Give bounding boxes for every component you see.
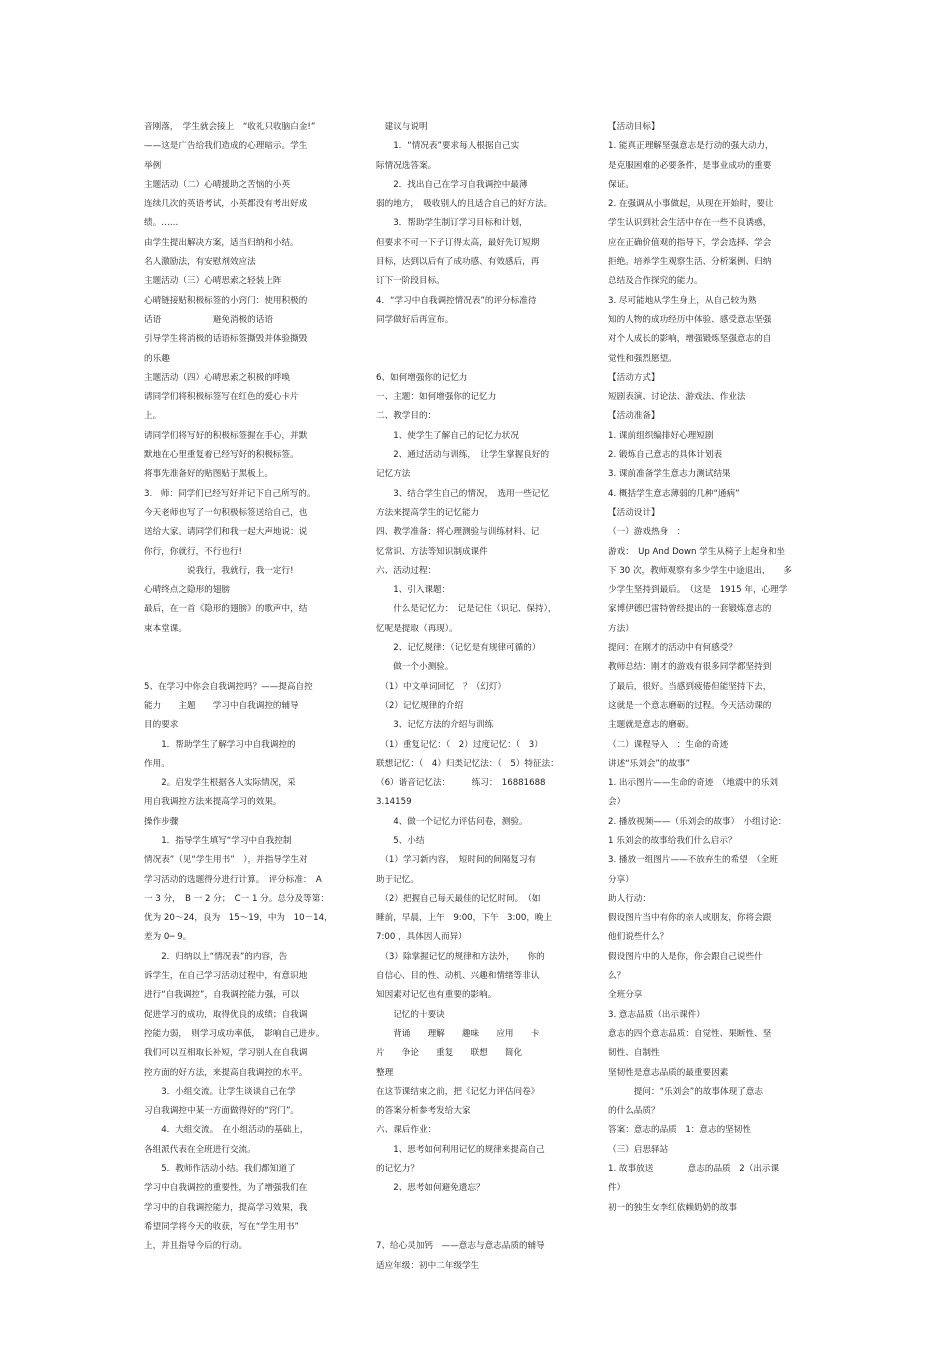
- text-line: 提问：“乐刘会”的故事体现了意志: [608, 1086, 763, 1097]
- text-line: 的记忆力？: [376, 1164, 419, 1175]
- text-line: 各组派代表在全班进行交流。: [144, 1144, 256, 1155]
- text-line: 音刚落， 学生就会接上 “收礼只收脑白金!”: [144, 122, 316, 132]
- text-line: （3）除掌握记忆的规律和方法外， 你的: [376, 951, 545, 962]
- text-line: 总结及合作探究的能力。: [608, 276, 703, 287]
- text-line: 睡前，早晨，上午 9:00，下午 3:00，晚上: [376, 913, 553, 924]
- text-line: 名人激励法，有安慰剂效应法: [144, 257, 256, 268]
- text-line: 短剧表演、讨论法、游戏法、作业法: [608, 392, 746, 403]
- text-line: 1．帮助学生了解学习中自我调控的: [144, 739, 296, 750]
- text-line: 忆常识、方法等知识制成课件: [376, 546, 488, 557]
- text-line: 3．小组交流。让学生谈谈自己在学: [144, 1086, 296, 1097]
- text-line: （二）课程导入 ：生命的奇迹: [608, 739, 729, 750]
- text-line: 引导学生将消极的话语标签撕毁并体验撕毁: [144, 334, 308, 345]
- text-line: 3．帮助学生制订学习目标和计划，: [376, 218, 528, 229]
- text-line: 优为 20～24，良为 15～19，中为 10－14，: [144, 913, 333, 924]
- text-line: 送给大家。请同学们和我一起大声地说：说: [144, 527, 308, 538]
- text-line: 3. 师：同学们已经写好并记下自己所写的。: [144, 488, 316, 499]
- text-line: 绩。……: [144, 218, 179, 229]
- text-line: 意志的四个意志品质：自觉性、果断性、坚: [608, 1028, 772, 1039]
- text-line: 上。: [144, 411, 162, 422]
- text-line: 习自我调控中某一方面做得好的“窍门”。: [144, 1106, 299, 1117]
- text-line: [376, 350, 584, 369]
- text-line: 答案：意志的品质 1：意志的坚韧性: [608, 1125, 751, 1136]
- text-line: 4. 概括学生意志薄弱的几种“通病”: [608, 488, 740, 499]
- text-line: 今天老师也写了一句积极标签送给自己，也: [144, 507, 308, 518]
- text-line: 一 3 分， B 一 2 分； C一 1 分。总分及等第：: [144, 893, 329, 904]
- text-line: 他们说些什么？: [608, 932, 669, 943]
- text-line: 将事先准备好的贴图贴于黑板上。: [144, 469, 273, 480]
- text-line: 了最后，很好。当感到疲倦但能坚持下去，: [608, 681, 772, 692]
- text-line: 3. 课前准备学生意志力测试结果: [608, 469, 731, 480]
- text-line: 【活动目标】: [608, 122, 660, 132]
- text-line: 希望同学将今天的收获，写在“学生用书”: [144, 1221, 299, 1232]
- text-line: 整理: [376, 1067, 394, 1078]
- text-line: 1. 能真正理解坚强意志是行动的强大动力，: [608, 141, 774, 152]
- text-line: 最后，在一首《隐形的翅膀》的歌声中，结: [144, 604, 308, 615]
- text-line: [376, 330, 584, 349]
- text-line: 1、使学生了解自己的记忆力状况: [376, 430, 519, 441]
- text-line: 么？: [608, 971, 626, 982]
- text-line: 【活动方式】: [608, 372, 660, 383]
- text-line: 假设图片当中有你的亲人或朋友，你将会跟: [608, 913, 772, 924]
- text-line: 方法来提高学生的记忆能力: [376, 507, 480, 518]
- text-line: 会）: [608, 797, 626, 808]
- text-line: 主题就是意志的磨砺。: [608, 720, 694, 731]
- text-line: [144, 658, 349, 677]
- text-line: 联想记忆：（ 4）归类记忆法：（ 5）特征法：: [376, 758, 559, 769]
- text-line: 一、主题：如何增强你的记忆力: [376, 392, 497, 403]
- text-line: 【活动设计】: [608, 507, 660, 518]
- text-line: （2）记忆规律的介绍: [376, 700, 464, 711]
- text-line: 知因素对记忆也有重要的影响。: [376, 990, 497, 1001]
- text-line: 适应年级：初中二年级学生: [376, 1260, 480, 1271]
- text-line: 控方面的好方法，来提高自我调控的水平。: [144, 1067, 308, 1078]
- text-line: 情况表”（见“学生用书” ），并指导学生对: [144, 855, 308, 866]
- text-line: 下 30 次，教师观察有多少学生中途退出， 多: [608, 565, 792, 576]
- text-line: 家博伊德巴雷特曾经提出的一套锻炼意志的: [608, 604, 772, 615]
- text-line: 2、思考如何避免遗忘？: [376, 1183, 485, 1194]
- text-line: 提问：在刚才的活动中有何感受？: [608, 643, 737, 654]
- text-line: 际情况选答案。: [376, 160, 437, 171]
- text-line: 片 争论 重复 联想 简化: [376, 1048, 523, 1059]
- text-line: 你行，你就行，不行也行!: [144, 546, 242, 557]
- text-line: 对个人成长的影响，增强锻炼坚强意志的自: [608, 334, 772, 345]
- text-line: 是克服困难的必要条件，是事业成功的重要: [608, 160, 772, 171]
- text-line: 能力 主题 学习中自我调控的辅导: [144, 700, 299, 711]
- text-line: ——这是广告给我们造成的心理暗示。学生: [144, 141, 308, 152]
- text-line: 说我行，我就行，我一定行!: [144, 565, 294, 576]
- text-line: 的乐趣: [144, 353, 170, 364]
- text-line: 背诵 理解 趣味 应用 卡: [376, 1028, 540, 1039]
- text-line: 同学做好后再宣布。: [376, 314, 454, 325]
- text-line: 学习中自我调控的重要性，为了增强我们在: [144, 1183, 308, 1194]
- text-line: 教师总结：刚才的游戏有很多同学都坚持到: [608, 662, 772, 673]
- column-right: [608, 118, 813, 1218]
- text-line: 5、小结: [376, 835, 425, 846]
- text-line: 1．“情况表”要求每人根据自己实: [376, 141, 520, 152]
- text-line: 诉学生，在自己学习活动过程中，有意识地: [144, 971, 308, 982]
- text-line: 2．找出自己在学习自我调控中最薄: [376, 179, 528, 190]
- text-line: 用自我调控方法来提高学习的效果。: [144, 797, 282, 808]
- text-line: 2. 播放视频——（乐刘会的故事） 小组讨论：: [608, 816, 787, 827]
- text-line: 心晴终点之隐形的翅膀: [144, 585, 230, 596]
- text-line: 5．教师作活动小结。我们都知道了: [144, 1164, 296, 1175]
- text-line: [144, 639, 349, 658]
- text-line: 举例: [144, 160, 162, 171]
- text-line: 心晴链接贴积极标签的小窍门：使用积极的: [144, 295, 308, 306]
- text-line: 六、活动过程：: [376, 565, 437, 576]
- text-line: （1）重复记忆：（ 2）过度记忆：（ 3）: [376, 739, 543, 750]
- text-line: 应在正确价值观的指导下，学会选择、学会: [608, 237, 772, 248]
- text-line: 5、在学习中你会自我调控吗？——提高自控: [144, 681, 313, 692]
- text-line: 1. 课前组织编排好心理短剧: [608, 430, 714, 441]
- text-line: 弱的地方， 吸收别人的且适合自己的好方法。: [376, 199, 553, 210]
- text-line: 订下一阶段目标。: [376, 276, 445, 287]
- text-line: （一）游戏热身 ：: [608, 527, 686, 538]
- text-line: 1. 出示图片——生命的奇迹 （地震中的乐刘: [608, 778, 778, 789]
- text-line: 请同学们将积极标签写在红色的爱心卡片: [144, 392, 299, 403]
- text-line: [376, 1199, 584, 1218]
- text-line: 讲述“乐刘会”的故事”: [608, 758, 691, 769]
- text-line: 7:00 ，具体因人而异）: [376, 932, 467, 943]
- text-line: 自信心、目的性、动机、兴趣和情绪等非认: [376, 971, 540, 982]
- text-line: 知的人物的成功经历中体验、感受意志坚强: [608, 314, 772, 325]
- text-line: 3、记忆方法的介绍与训练: [376, 720, 494, 731]
- text-line: 主题活动（二）心晴援助之苦恼的小英: [144, 179, 291, 190]
- text-line: （2）把握自己每天最佳的记忆时间。 （如: [376, 893, 541, 904]
- text-line: 2. 在强调从小事做起，从现在开始时，要让: [608, 199, 774, 210]
- text-line: 进行“自我调控”，自我调控能力强，可以: [144, 990, 299, 1001]
- text-line: 2。启发学生根据各人实际情况，采: [144, 778, 296, 789]
- text-line: （三）启思驿站: [608, 1144, 669, 1155]
- text-line: 目标，达到以后有了成功感、有效感后，再: [376, 257, 540, 268]
- text-line: 操作步骤: [144, 816, 179, 827]
- text-line: 束本堂课。: [144, 623, 187, 634]
- text-line: 控能力弱， 则学习成功率低， 影响自己进步。: [144, 1028, 325, 1039]
- text-line: 7、给心灵加钙 ——意志与意志品质的辅导: [376, 1241, 545, 1252]
- text-line: 1．指导学生填写“学习中自我控制: [144, 835, 292, 846]
- text-line: 什么是记忆力： 记是记住（识记、保持），: [376, 604, 557, 615]
- text-line: 作用。: [144, 758, 170, 769]
- text-line: 3.14159: [376, 797, 412, 808]
- text-line: 方法）: [608, 623, 634, 634]
- text-line: 记忆的十要诀: [376, 1009, 445, 1020]
- text-line: 这就是一个意志磨砺的过程。今天活动课的: [608, 700, 772, 711]
- text-line: 学生认识到社会生活中存在一些不良诱惑，: [608, 218, 772, 229]
- text-line: 1. 故事放送 意志的品质 2（出示课: [608, 1164, 780, 1175]
- text-line: 1、思考如何利用记忆的规律来提高自己: [376, 1144, 545, 1155]
- text-line: 游戏： Up And Down 学生从椅子上起身和坐: [608, 546, 786, 557]
- text-line: 话语 避免消极的话语: [144, 314, 273, 325]
- text-line: 助于记忆。: [376, 874, 419, 885]
- text-line: 记忆方法: [376, 469, 411, 480]
- text-line: 请同学们将写好的积极标签握在手心，并默: [144, 430, 308, 441]
- text-line: 学习活动的选题得分进行计算。 评分标准： A: [144, 874, 322, 885]
- text-line: 保证。: [608, 179, 634, 190]
- text-line: 由学生提出解决方案，适当归纳和小结。: [144, 237, 299, 248]
- text-line: 我们可以互相取长补短，学习别人在自我调: [144, 1048, 308, 1059]
- text-line: 觉性和强烈愿望。: [608, 353, 677, 364]
- text-line: 【活动准备】: [608, 411, 660, 422]
- text-line: 差为 0─ 9。: [144, 932, 192, 943]
- text-line: 目的要求: [144, 720, 179, 731]
- text-line: 韧性、自制性: [608, 1048, 660, 1059]
- text-line: 在这节课结束之前，把《记忆力评估问卷》: [376, 1086, 540, 1097]
- text-line: 6、如何增强你的记忆力: [376, 372, 468, 383]
- text-line: 四、教学准备：将心理测验与训练材料、记: [376, 527, 540, 538]
- text-line: 1 乐刘会的故事给我们什么启示？: [608, 835, 737, 846]
- column-left: [144, 118, 349, 1257]
- text-line: 4．大组交流。 在小组活动的基础上，: [144, 1125, 309, 1136]
- text-line: 促进学习的成功，取得优良的成绩；自我调: [144, 1009, 308, 1020]
- text-line: 默地在心里重复着已经写好的积极标签。: [144, 450, 299, 461]
- text-line: 学习中的自我调控能力，提高学习效果，我: [144, 1202, 308, 1213]
- text-line: 2．归纳以上“情况表”的内容，告: [144, 951, 288, 962]
- text-line: 4、做一个记忆力评估问卷，测验。: [376, 816, 528, 827]
- text-line: 二、教学目的：: [376, 411, 437, 422]
- text-line: 假设图片中的人是你，你会跟自己说些什: [608, 951, 763, 962]
- text-line: 2、通过活动与训练， 让学生掌握良好的: [376, 450, 550, 461]
- text-line: 3、结合学生自己的情况， 选用一些记忆: [376, 488, 550, 499]
- text-line: （1）学习新内容， 短时间的间隔复习有: [376, 855, 537, 866]
- text-line: 1、引入课题：: [376, 585, 451, 596]
- text-line: 主题活动（三）心晴思索之轻装上阵: [144, 276, 282, 287]
- text-line: 主题活动（四）心晴思索之积极的呼唤: [144, 372, 291, 383]
- text-line: 但要求不可一下子订得太高，最好先订短期: [376, 237, 540, 248]
- text-line: （6）谐音记忆法： 练习： 16881688: [376, 778, 546, 789]
- text-line: （1）中文单词回忆 ？（幻灯）: [376, 681, 507, 692]
- text-line: 3. 尽可能地从学生身上，从自己较为熟: [608, 295, 757, 306]
- text-line: 的答案分析参考发给大家: [376, 1106, 471, 1117]
- text-line: 3. 播放一组图片——不放弃生的希望 （全班: [608, 855, 778, 866]
- text-line: 初一的独生女李红依赖奶奶的故事: [608, 1202, 737, 1213]
- text-line: 全班分享: [608, 990, 643, 1001]
- text-line: [376, 1218, 584, 1237]
- text-line: 助人行动：: [608, 893, 651, 904]
- text-line: 连续几次的英语考试，小英都没有考出好成: [144, 199, 308, 210]
- text-line: 2、记忆规律：（记忆是有规律可循的）: [376, 643, 541, 654]
- text-line: 件）: [608, 1183, 626, 1194]
- text-line: 上，并且指导今后的行动。: [144, 1241, 248, 1252]
- text-line: 忆呢是提取（再现）。: [376, 623, 458, 634]
- text-line: 的什么品质？: [608, 1106, 660, 1117]
- text-line: 六、课后作业：: [376, 1125, 437, 1136]
- text-line: 2. 锻炼自己意志的具体计划表: [608, 450, 723, 461]
- text-line: 做一个小测验。: [376, 662, 454, 673]
- text-line: 分享）: [608, 874, 634, 885]
- text-line: 建议与说明: [376, 122, 428, 132]
- column-middle: [376, 118, 584, 1276]
- text-line: 4．“学习中自我调控情况表”的评分标准待: [376, 295, 537, 306]
- text-line: 坚韧性是意志品质的最重要因素: [608, 1067, 729, 1078]
- text-line: 少学生坚持到最后。 （这是 1915 年，心理学: [608, 585, 788, 596]
- text-line: 拒绝。培养学生观察生活、分析案例、归纳: [608, 257, 772, 268]
- text-line: 3. 意志品质（出示课件）: [608, 1009, 705, 1020]
